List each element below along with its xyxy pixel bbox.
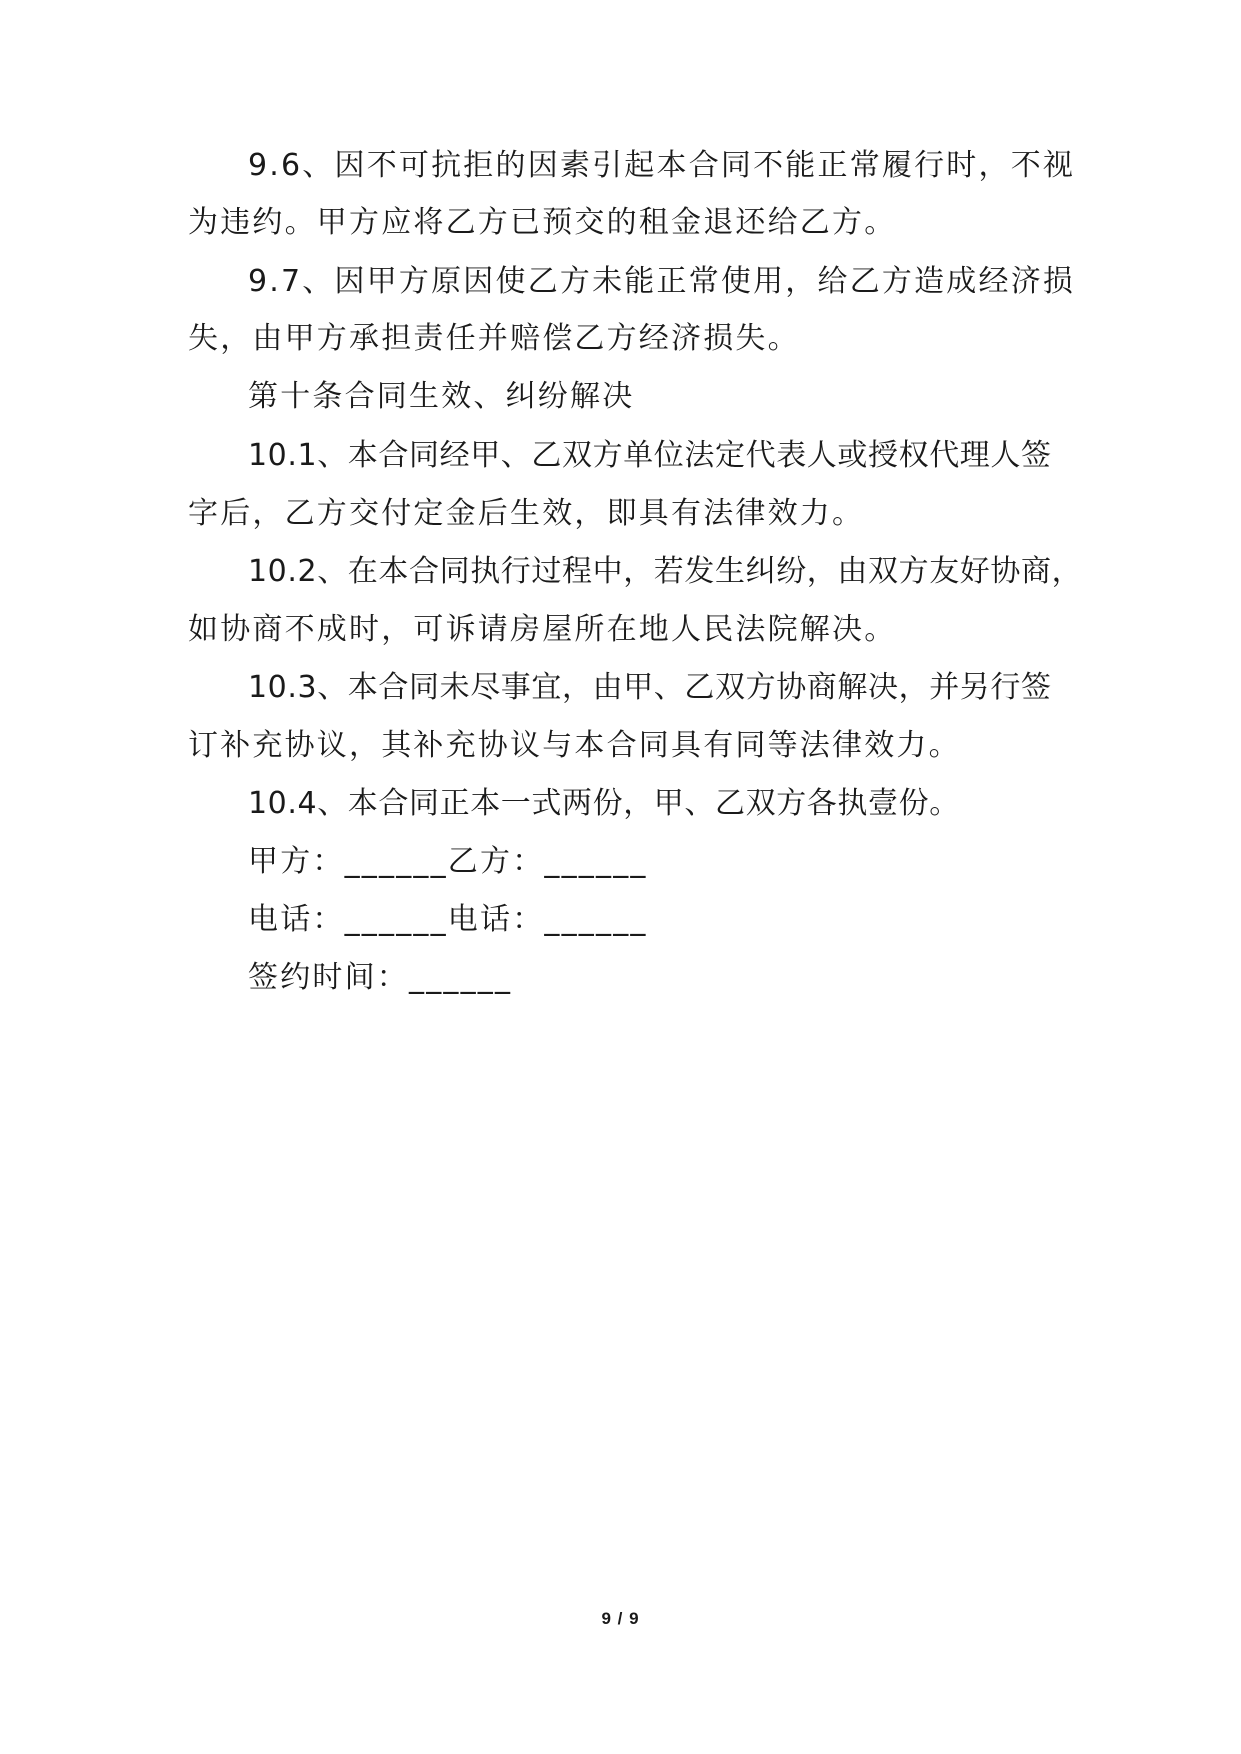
clause-10-2-line-2: 如协商不成时，可诉请房屋所在地人民法院解决。 [188,612,897,647]
signing-date-line: 签约时间：______ [248,960,513,995]
phone-line: 电话：______电话：______ [248,902,648,937]
clause-9-7-line-2: 失，由甲方承担责任并赔偿乙方经济损失。 [188,321,800,356]
clause-10-2-line-1: 10.2、在本合同执行过程中，若发生纠纷，由双方友好协商， [248,554,1083,589]
clause-10-1-line-1: 10.1、本合同经甲、乙双方单位法定代表人或授权代理人签 [248,438,1052,473]
article-10-heading: 第十条合同生效、纠纷解决 [248,379,635,414]
clause-10-3-line-2: 订补充协议，其补充协议与本合同具有同等法律效力。 [188,728,961,763]
clause-9-6-line-2: 为违约。甲方应将乙方已预交的租金退还给乙方。 [188,205,897,240]
page-number: 9 / 9 [601,1609,640,1628]
clause-10-3-line-1: 10.3、本合同未尽事宜，由甲、乙双方协商解决，并另行签 [248,670,1052,705]
clause-9-6-line-1: 9.6、因不可抗拒的因素引起本合同不能正常履行时，不视 [248,148,1076,183]
party-signature-line: 甲方：______乙方：______ [248,844,648,879]
clause-10-4: 10.4、本合同正本一式两份，甲、乙双方各执壹份。 [248,786,960,821]
clause-10-1-line-2: 字后，乙方交付定金后生效，即具有法律效力。 [188,496,865,531]
clause-9-7-line-1: 9.7、因甲方原因使乙方未能正常使用，给乙方造成经济损 [248,264,1076,299]
